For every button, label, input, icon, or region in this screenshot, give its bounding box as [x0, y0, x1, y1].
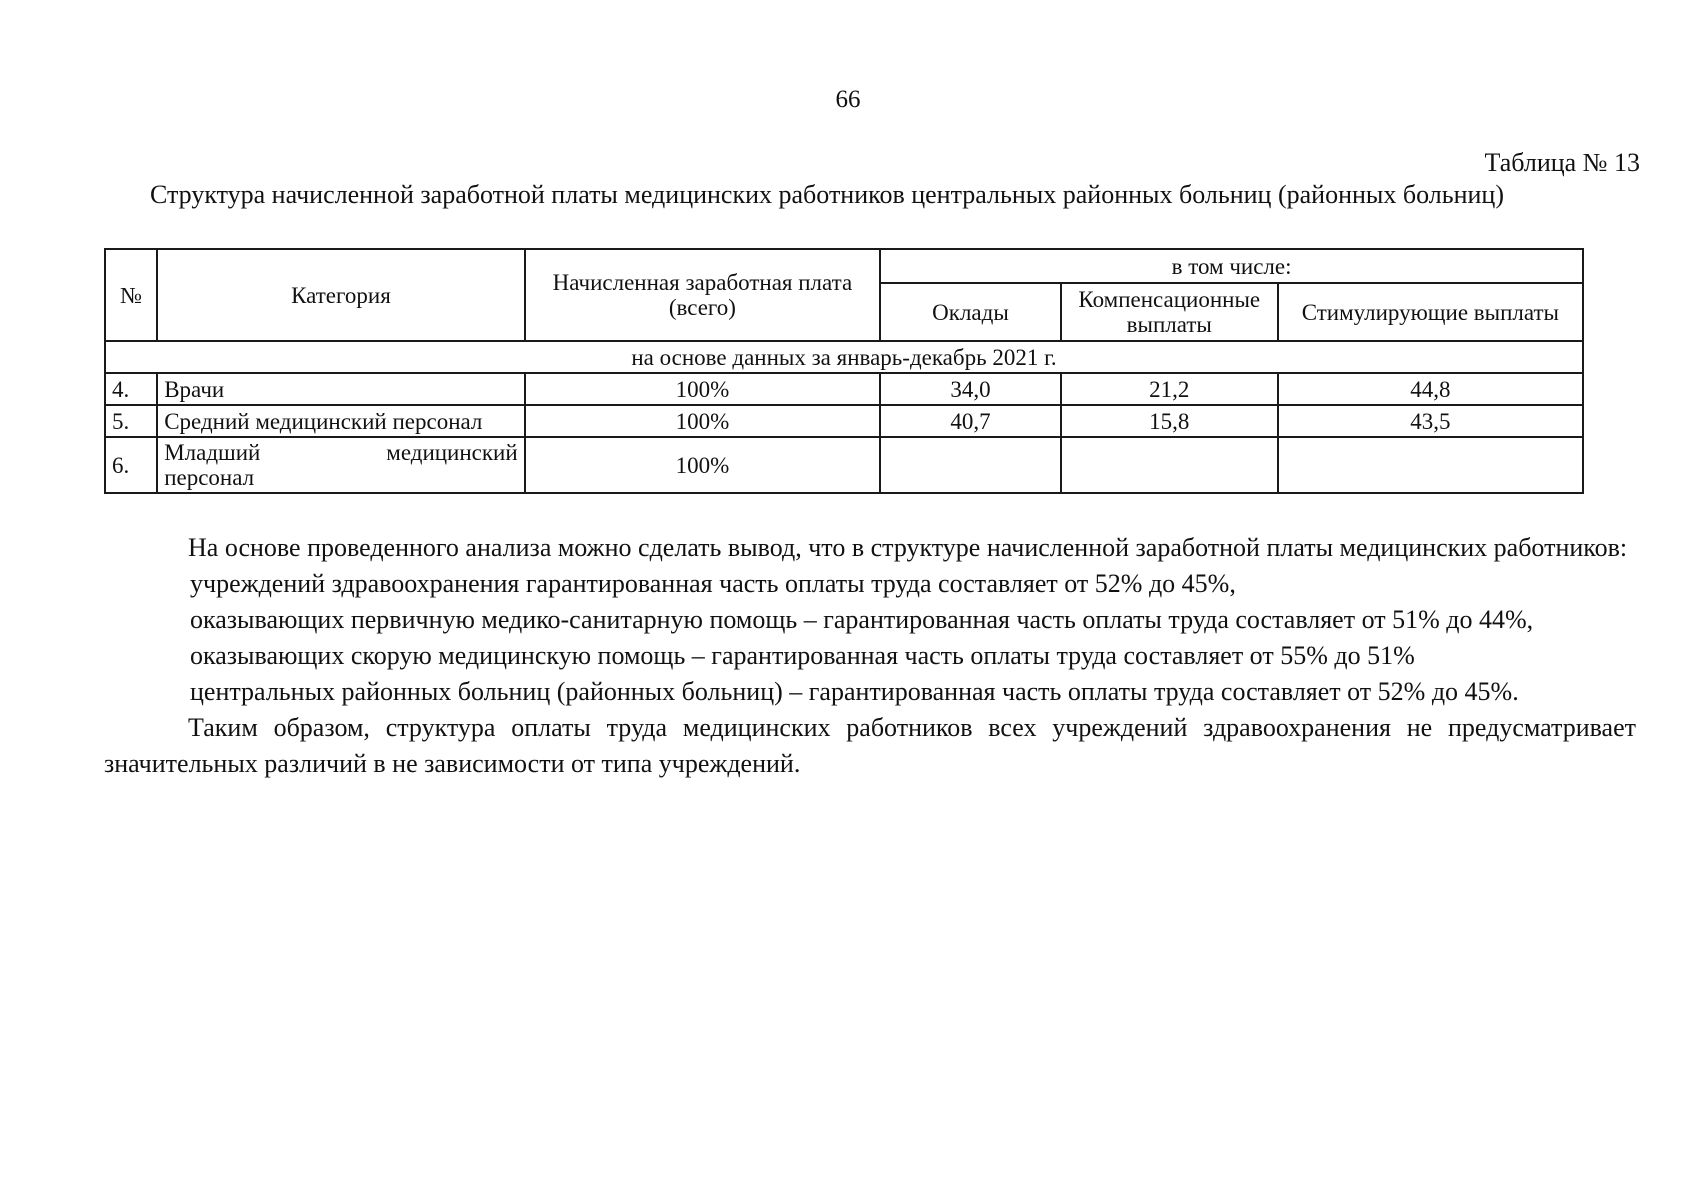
row-compensation	[1061, 437, 1278, 493]
row-total: 100%	[525, 373, 880, 405]
row-category-line2: персонал	[164, 465, 255, 490]
conclusion-text	[104, 530, 1636, 782]
salary-structure-table	[104, 248, 1584, 494]
page-number: 66	[835, 86, 861, 113]
header-salaries: Оклады	[880, 283, 1061, 341]
row-num: 6.	[105, 437, 157, 493]
period-row	[105, 341, 1583, 373]
conclusion-item: центральных районных больниц (районных больниц) – гарантированная часть оплаты труда составляет от 52% до 45%.	[190, 677, 1519, 706]
table-number: Таблица № 13	[1484, 148, 1640, 177]
row-salaries	[880, 437, 1061, 493]
row-total: 100%	[525, 437, 880, 493]
conclusion-intro: На основе проведенного анализа можно сделать вывод, что в структуре начисленной заработной платы медицинских работников:	[188, 533, 1628, 562]
table-title: Структура начисленной заработной платы медицинских работников центральных районных больниц (районных больниц)	[150, 180, 1504, 209]
row-num: 4.	[105, 373, 157, 405]
row-salaries: 40,7	[880, 405, 1061, 437]
row-incentive	[1278, 437, 1583, 493]
row-incentive: 43,5	[1278, 405, 1583, 437]
row-incentive: 44,8	[1278, 373, 1583, 405]
row-total: 100%	[525, 405, 880, 437]
header-category: Категория	[157, 249, 524, 341]
header-including: в том числе:	[880, 249, 1583, 283]
conclusion-item: учреждений здравоохранения гарантированная часть оплаты труда составляет от 52% до 45%,	[190, 569, 1236, 598]
header-total: Начисленная заработная плата (всего)	[525, 249, 880, 341]
table-row	[105, 373, 1583, 405]
table-row	[105, 405, 1583, 437]
row-category: Средний медицинский персонал	[157, 405, 524, 437]
row-num: 5.	[105, 405, 157, 437]
row-compensation: 15,8	[1061, 405, 1278, 437]
header-incentive: Стимулирующие выплаты	[1278, 283, 1583, 341]
period-label: на основе данных за январь-декабрь 2021 г.	[105, 341, 1583, 373]
header-num: №	[105, 249, 157, 341]
conclusion-final: Таким образом, структура оплаты труда медицинских работников всех учреждений здравоохранения не предусматривает значительных различий в не зависимости от типа учреждений.	[104, 713, 1636, 778]
conclusion-item: оказывающих первичную медико-санитарную помощь – гарантированная часть оплаты труда составляет от 51% до 44%,	[190, 605, 1534, 634]
row-compensation: 21,2	[1061, 373, 1278, 405]
row-category: Врачи	[157, 373, 524, 405]
row-salaries: 34,0	[880, 373, 1061, 405]
table-row	[105, 437, 1583, 493]
row-category-word2: медицинский	[386, 440, 518, 465]
conclusion-item: оказывающих скорую медицинскую помощь – гарантированная часть оплаты труда составляет от 55% до 51%	[190, 641, 1415, 670]
row-category	[157, 437, 524, 493]
header-compensation: Компенсационные выплаты	[1061, 283, 1278, 341]
table-header-row	[105, 249, 1583, 283]
row-category-word1: Младший	[164, 440, 261, 465]
